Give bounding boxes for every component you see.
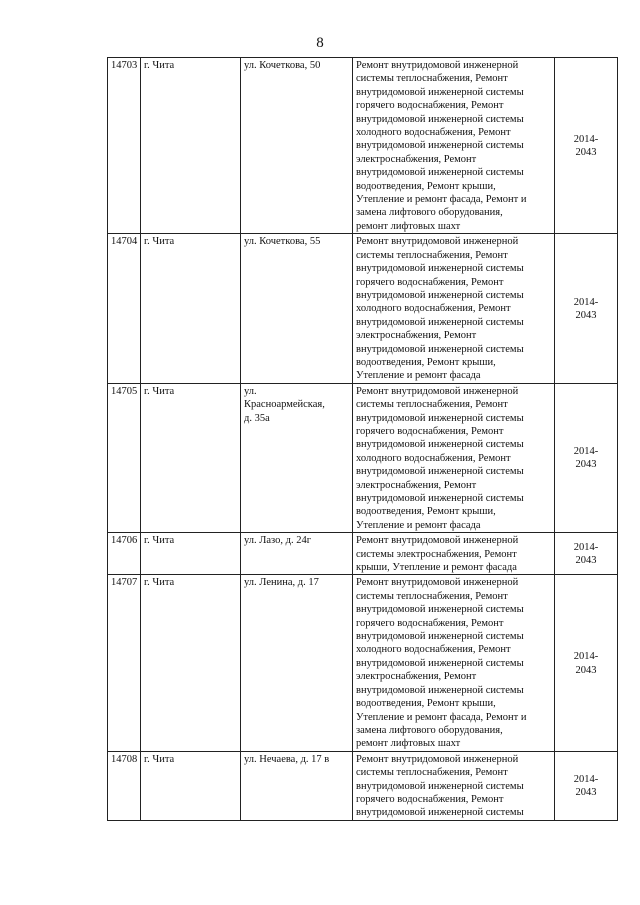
city-cell: г. Чита <box>141 58 241 234</box>
works-cell <box>353 234 555 383</box>
works-cell <box>353 533 555 575</box>
years-text: 2014- 2043 <box>573 773 599 799</box>
years-cell <box>555 533 618 575</box>
works-cell <box>353 383 555 532</box>
works-text: Ремонт внутридомовой инженерной системы электроснабжения, Ремонт крыши, Утепление и ремонт фасада <box>356 535 519 574</box>
works-text: Ремонт внутридомовой инженерной системы теплоснабжения, Ремонт внутридомовой инженерной системы горячего водоснабжения, Ремонт внутридомовой инженерной системы холодного водоснабжения, Ремонт внутридомовой инженерной системы электроснабжения, Ремонт внутридомовой инженерной системы водоотведения, Ремонт крыши, Утепление и ремонт фасада <box>356 385 524 531</box>
works-text: Ремонт внутридомовой инженерной системы теплоснабжения, Ремонт внутридомовой инженерной системы горячего водоснабжения, Ремонт внутридомовой инженерной системы <box>356 753 524 819</box>
address-text: ул. Ленина, д. 17 <box>244 577 319 589</box>
years-text: 2014- 2043 <box>573 651 599 676</box>
address-cell <box>241 234 353 383</box>
years-text: 2014- 2043 <box>573 541 599 567</box>
address-text: ул. Лазо, д. 24г <box>244 535 312 547</box>
address-cell: ул. Кочеткова, 50 <box>241 58 353 234</box>
row-number: 14708 <box>108 751 141 820</box>
row-number: 14704 <box>108 234 141 383</box>
city-cell: г. Чита <box>141 383 241 532</box>
works-text: Ремонт внутридомовой инженерной системы теплоснабжения, Ремонт внутридомовой инженерной системы горячего водоснабжения, Ремонт внутридомовой инженерной системы холодного водоснабжения, Ремонт внутридомовой инженерной системы электроснабжения, Ремонт внутридомовой инженерной системы водоотведения, Ремонт крыши, Утепление и ремонт фасада <box>356 236 524 382</box>
works-cell <box>353 751 555 820</box>
address-cell <box>241 533 353 575</box>
years-cell <box>555 751 618 820</box>
works-cell <box>353 575 555 751</box>
city-cell: г. Чита <box>141 533 241 575</box>
years-cell <box>555 58 618 234</box>
works-text: Ремонт внутридомовой инженерной системы теплоснабжения, Ремонт внутридомовой инженерной системы горячего водоснабжения, Ремонт внутридомовой инженерной системы холодного водоснабжения, Ремонт внутридомовой инженерной системы электроснабжения, Ремонт внутридомовой инженерной системы водоотведения, Ремонт крыши, Утепление и ремонт фасада, Ремонт и замена лифтового оборудования, ремонт лифтовых шахт <box>356 577 527 750</box>
table-row <box>108 234 618 383</box>
page-number: 8 <box>316 35 324 51</box>
years-text: 2014- 2043 <box>573 133 599 159</box>
table-row <box>108 58 618 234</box>
table-row <box>108 533 618 575</box>
address-cell <box>241 575 353 751</box>
row-number: 14707 <box>108 575 141 751</box>
years-cell <box>555 383 618 532</box>
table-row <box>108 383 618 532</box>
works-text: Ремонт внутридомовой инженерной системы теплоснабжения, Ремонт внутридомовой инженерной системы горячего водоснабжения, Ремонт внутридомовой инженерной системы холодного водоснабжения, Ремонт внутридомовой инженерной системы электроснабжения, Ремонт внутридомовой инженерной системы водоотведения, Ремонт крыши, Утепление и ремонт фасада, Ремонт и замена лифтового оборудования, ремонт лифтовых шахт <box>356 60 527 232</box>
works-register-table <box>107 57 618 821</box>
address-text: ул. Кочеткова, 55 <box>244 236 321 248</box>
row-number: 14705 <box>108 383 141 532</box>
years-cell <box>555 234 618 383</box>
years-text: 2014- 2043 <box>573 446 599 471</box>
table-row <box>108 575 618 751</box>
row-number: 14703 <box>108 58 141 234</box>
years-text: 2014- 2043 <box>573 296 599 322</box>
city-cell: г. Чита <box>141 234 241 383</box>
city-cell: г. Чита <box>141 575 241 751</box>
city-cell: г. Чита <box>141 751 241 820</box>
address-cell <box>241 383 353 532</box>
years-cell <box>555 575 618 751</box>
works-cell <box>353 58 555 234</box>
address-cell <box>241 751 353 820</box>
address-text: ул. Нечаева, д. 17 в <box>244 753 330 765</box>
address-text: ул. Красноармейская, д. 35а <box>244 385 325 424</box>
row-number: 14706 <box>108 533 141 575</box>
table-row <box>108 751 618 820</box>
